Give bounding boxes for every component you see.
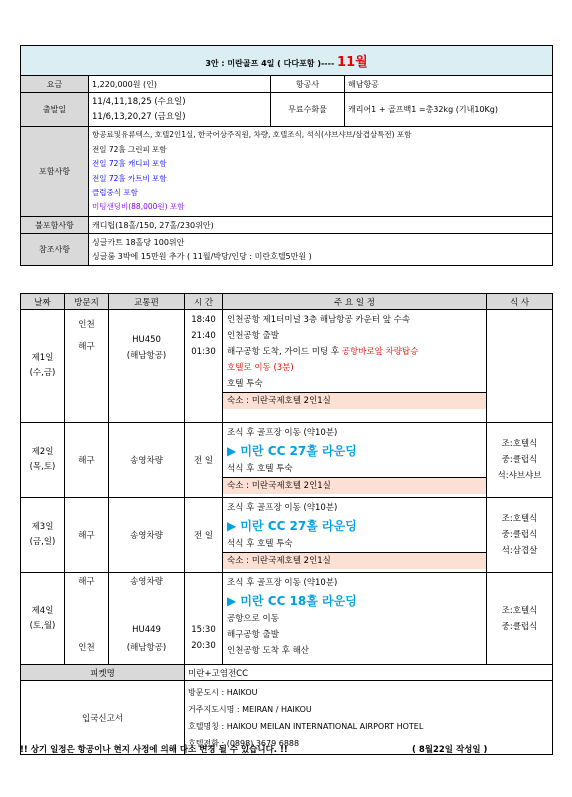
hotel-info: 숙소 : 미란국제호텔 2인1실	[223, 392, 486, 409]
day1-meals	[487, 310, 553, 423]
notes-line: 싱글룸 3박에 15만원 추가 ( 11월/박당/인당 : 미란호텔5만원 )	[92, 251, 312, 261]
itinerary-item: 해구공항 출발	[227, 630, 279, 640]
place: 인천	[78, 320, 95, 330]
itinerary-item: 호텔 투숙	[227, 379, 263, 389]
header-itinerary: 주 요 일 정	[223, 294, 487, 310]
day2-transport: 송영차량	[109, 423, 185, 498]
day-label: 제4일	[31, 605, 54, 616]
included-item: 미팅샌딩비(88,000원) 포함	[92, 202, 185, 212]
included-list	[89, 127, 553, 217]
picket-label: 피켓명	[21, 665, 185, 681]
itinerary-item: 조식 후 골프장 이동 (약10분)	[227, 428, 338, 438]
header-date: 날짜	[21, 294, 65, 310]
itinerary-item: 인천공항 도착 후 해산	[227, 646, 310, 656]
entry-line: 거주지도시명 : MEIRAN / HAIKOU	[188, 704, 312, 714]
day2-time: 전 일	[185, 423, 223, 498]
notes-line: 싱글카트 18홀당 100위안	[92, 237, 185, 247]
table-row	[21, 498, 553, 573]
itinerary-item: 호텔로 이동 (3분)	[227, 363, 294, 373]
footer-date: ( 8월22일 작성일 )	[412, 745, 488, 755]
entry-line: 방문도시 : HAIKOU	[188, 687, 258, 697]
golf-round: ▶ 미란 CC 27홀 라운딩	[227, 519, 357, 533]
page-title	[21, 46, 553, 76]
picket-value: 미란+고염전CC	[185, 665, 553, 681]
meal: 조:호텔식	[501, 605, 538, 616]
day3-itinerary	[223, 498, 487, 573]
included-item: 전일 72홀 카트비 포함	[92, 173, 167, 183]
place: 인천	[78, 643, 95, 653]
notes-label: 참조사항	[21, 234, 89, 266]
departure-line: 11/4,11,18,25 (수요일)	[92, 96, 186, 107]
flight-airline: (해남항공)	[126, 643, 167, 653]
day-label: 제3일	[31, 522, 54, 532]
header-meals: 식 사	[487, 294, 553, 310]
footer-notice: !! 상기 일정은 항공이나 현지 사정에 의해 다소 변경 될 수 있습니다. !!	[20, 745, 288, 755]
table-row	[21, 573, 553, 665]
day4-transport	[109, 573, 185, 665]
price-value: 1,220,000원 (인)	[89, 76, 271, 93]
day3-meals	[487, 498, 553, 573]
day-dow: (수,금)	[29, 368, 56, 378]
flight-number: HU450	[132, 335, 161, 345]
day3-place: 해구	[65, 498, 109, 573]
day2-date	[21, 423, 65, 498]
info-table	[20, 45, 553, 266]
time: 01:30	[191, 347, 216, 357]
itinerary-item: 석식 후 호텔 투숙	[227, 539, 293, 549]
day2-meals	[487, 423, 553, 498]
day1-transport	[109, 310, 185, 423]
included-item: 클럽중식 포함	[92, 187, 138, 197]
itinerary-item	[227, 344, 482, 360]
day-label: 제1일	[31, 353, 54, 363]
price-label: 요금	[21, 76, 89, 93]
time: 21:40	[191, 331, 216, 341]
itinerary-item: 석식 후 호텔 투숙	[227, 464, 293, 474]
included-item: 항공료및유류텍스, 호텔2인1실, 한국어상주직원, 차량, 호텔조식, 석식(샤브샤브/삼겹살특전) 포함	[92, 130, 412, 140]
header-place: 방문지	[65, 294, 109, 310]
included-label: 포함사항	[21, 127, 89, 217]
table-row	[21, 310, 553, 423]
meal: 중:클럽식	[501, 530, 538, 540]
meal: 조:호텔식	[501, 514, 538, 524]
day4-itinerary	[223, 573, 487, 665]
excluded-label: 불포함사항	[21, 217, 89, 234]
meal: 석:샤브샤브	[497, 471, 542, 481]
day1-times	[185, 310, 223, 423]
included-item: 전일 72홀 캐디피 포함	[92, 159, 167, 169]
departure-label: 출발일	[21, 93, 89, 127]
day4-date	[21, 573, 65, 665]
day1-date	[21, 310, 65, 423]
itinerary-item: 인천공항 출발	[227, 331, 279, 341]
meal: 중:클럽식	[501, 455, 538, 465]
departure-line: 11/6,13,20,27 (금요일)	[92, 111, 186, 122]
day1-place	[65, 310, 109, 423]
schedule-table	[20, 293, 553, 755]
excluded-value: 캐디팁(18홀/150, 27홀/230위안)	[89, 217, 553, 234]
itinerary-highlight: 공항바로앞 차량탑승	[341, 347, 419, 357]
meal: 석:삼겹살	[501, 546, 538, 556]
transport: 송영차량	[130, 577, 163, 587]
entry-line: 호텔명칭 : HAIKOU MEILAN INTERNATIONAL AIRPORT HOTEL	[188, 721, 424, 731]
airline-value: 해남항공	[345, 76, 553, 93]
time: 15:30	[191, 625, 216, 635]
day3-transport: 송영차량	[109, 498, 185, 573]
baggage-value: 캐리어1 + 골프백1 =총32kg (기내10Kg)	[345, 93, 553, 127]
golf-round: ▶ 미란 CC 18홀 라운딩	[227, 594, 357, 608]
flight-airline: (해남항공)	[126, 351, 167, 361]
table-row	[21, 423, 553, 498]
day2-itinerary	[223, 423, 487, 498]
itinerary-item: 인천공항 제1터미널 3층 해남항공 카운터 앞 수속	[227, 315, 411, 325]
entry-label: 입국신고서	[21, 681, 185, 755]
meal: 조:호텔식	[501, 439, 538, 449]
place: 해구	[78, 577, 95, 587]
itinerary-item: 조식 후 골프장 이동 (약10분)	[227, 503, 338, 513]
itinerary-item: 조식 후 골프장 이동 (약10분)	[227, 578, 338, 588]
day3-date	[21, 498, 65, 573]
header-time: 시 간	[185, 294, 223, 310]
entry-line: 호텔전화 : (0898) 3679 6888	[188, 738, 300, 748]
day-dow: (토,월)	[29, 620, 56, 631]
notes-value	[89, 234, 553, 266]
flight-number: HU449	[132, 625, 161, 635]
title-main: 3안 : 미란골프 4일 ( 다다포함 )----	[205, 59, 338, 68]
meal: 중:클럽식	[501, 621, 538, 632]
title-month: 11월	[337, 55, 368, 70]
baggage-label: 무료수화물	[271, 93, 345, 127]
day3-time: 전 일	[185, 498, 223, 573]
place: 해구	[78, 342, 95, 352]
hotel-info: 숙소 : 미란국제호텔 2인1실	[223, 477, 486, 494]
day-label: 제2일	[31, 447, 54, 457]
day-dow: (금,일)	[29, 537, 56, 547]
day4-times	[185, 573, 223, 665]
day4-place	[65, 573, 109, 665]
day-dow: (목,토)	[29, 462, 56, 472]
day2-place: 해구	[65, 423, 109, 498]
included-item: 전일 72홀 그린피 포함	[92, 144, 167, 154]
golf-round: ▶ 미란 CC 27홀 라운딩	[227, 444, 357, 458]
header-transport: 교통편	[109, 294, 185, 310]
itinerary-text: 해구공항 도착, 가이드 미팅 후	[227, 347, 342, 357]
airline-label: 항공사	[271, 76, 345, 93]
day1-itinerary	[223, 310, 487, 423]
time: 20:30	[191, 641, 216, 651]
hotel-info: 숙소 : 미란국제호텔 2인1실	[223, 552, 486, 569]
time: 18:40	[191, 315, 216, 325]
departure-dates	[89, 93, 271, 127]
itinerary-item: 공항으로 이동	[227, 614, 279, 624]
day4-meals	[487, 573, 553, 665]
